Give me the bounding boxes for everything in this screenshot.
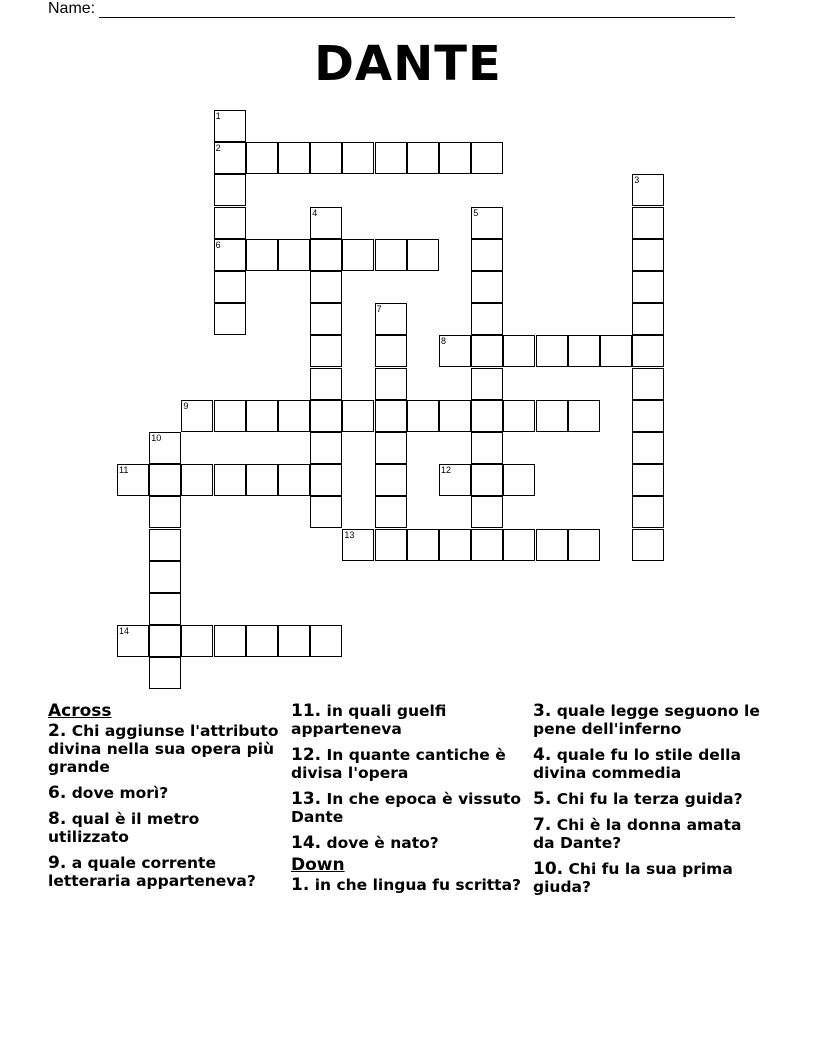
- clue-down-7: 7. Chi è la donna amata da Dante?: [533, 815, 742, 852]
- page-title: DANTE: [314, 36, 502, 92]
- grid-cell[interactable]: [214, 207, 246, 239]
- grid-number: 2: [215, 143, 221, 154]
- grid-cell[interactable]: [375, 239, 407, 271]
- grid-number: 14: [119, 626, 130, 637]
- grid-cell[interactable]: [600, 335, 632, 367]
- grid-number: 1: [215, 111, 221, 121]
- grid-cell[interactable]: [181, 400, 213, 432]
- grid-cell[interactable]: [149, 464, 181, 496]
- grid-cell[interactable]: [375, 529, 407, 561]
- grid-cell[interactable]: [375, 464, 407, 496]
- grid-number: 7: [376, 304, 382, 315]
- grid-cell[interactable]: [471, 335, 503, 367]
- grid-cell[interactable]: [471, 303, 503, 335]
- grid-cell[interactable]: [632, 335, 664, 367]
- grid-cell[interactable]: [375, 400, 407, 432]
- grid-cell[interactable]: [214, 110, 246, 142]
- clue-across-2: 2. Chi aggiunse l'attributo divina nella sua opera più grande: [48, 721, 279, 776]
- grid-cell[interactable]: [375, 496, 407, 528]
- grid-number: 9: [183, 400, 189, 411]
- grid-number: 12: [441, 465, 452, 476]
- grid-cell[interactable]: [214, 303, 246, 335]
- clue-across-13: 13. In che epoca è vissuto Dante: [291, 789, 522, 826]
- clue-column-1: [48, 702, 283, 898]
- grid-cell[interactable]: [632, 239, 664, 271]
- clue-down-3: 3. quale legge seguono le pene dell'inferno: [533, 701, 760, 738]
- clue-down-5: 5. Chi fu la terza guida?: [533, 789, 743, 809]
- grid-cell[interactable]: [632, 496, 664, 528]
- grid-cell[interactable]: [632, 271, 664, 303]
- grid-cell[interactable]: [471, 400, 503, 432]
- grid-cell[interactable]: [149, 496, 181, 528]
- grid-cell[interactable]: [310, 368, 342, 400]
- grid-cell[interactable]: [375, 368, 407, 400]
- grid-cell[interactable]: [310, 207, 342, 239]
- grid-number: 13: [344, 529, 355, 540]
- grid-cell[interactable]: [149, 625, 181, 657]
- clue-across-11: 11. in quali guelfi apparteneva: [291, 701, 447, 738]
- grid-number: 11: [119, 465, 129, 476]
- grid-number: 5: [473, 207, 479, 218]
- grid-cell[interactable]: [471, 207, 503, 239]
- grid-cell[interactable]: [632, 529, 664, 561]
- grid-cell[interactable]: [375, 432, 407, 464]
- grid-cell[interactable]: [310, 432, 342, 464]
- grid-cell[interactable]: [471, 239, 503, 271]
- grid-cell[interactable]: [310, 496, 342, 528]
- grid-cell[interactable]: [439, 529, 471, 561]
- grid-cell[interactable]: [536, 400, 568, 432]
- grid-cell[interactable]: [310, 303, 342, 335]
- grid-cell[interactable]: [310, 625, 342, 657]
- grid-cell[interactable]: [181, 625, 213, 657]
- grid-cell[interactable]: [149, 529, 181, 561]
- clue-across-12: 12. In quante cantiche è divisa l'opera: [291, 745, 506, 782]
- grid-cell[interactable]: [310, 271, 342, 303]
- grid-cell[interactable]: [310, 335, 342, 367]
- grid-cell[interactable]: [278, 464, 310, 496]
- grid-cell[interactable]: [439, 335, 471, 367]
- grid-cell[interactable]: [181, 464, 213, 496]
- grid-number: 8: [441, 336, 447, 347]
- grid-cell[interactable]: [342, 529, 374, 561]
- clue-across-8: 8. qual è il metro utilizzato: [48, 809, 200, 846]
- grid-cell[interactable]: [375, 142, 407, 174]
- grid-cell[interactable]: [310, 142, 342, 174]
- grid-cell[interactable]: [407, 529, 439, 561]
- grid-number: 3: [634, 175, 640, 186]
- grid-cell[interactable]: [214, 625, 246, 657]
- grid-cell[interactable]: [503, 335, 535, 367]
- grid-cell[interactable]: [214, 464, 246, 496]
- grid-cell[interactable]: [407, 142, 439, 174]
- grid-cell[interactable]: [503, 400, 535, 432]
- grid-cell[interactable]: [246, 142, 278, 174]
- grid-cell[interactable]: [149, 657, 181, 689]
- clue-down-4: 4. quale fu lo stile della divina commedia: [533, 745, 741, 782]
- grid-cell[interactable]: [149, 593, 181, 625]
- clue-across-6: 6. dove morì?: [48, 783, 169, 803]
- grid-cell[interactable]: [471, 142, 503, 174]
- grid-cell[interactable]: [117, 625, 149, 657]
- grid-cell[interactable]: [214, 271, 246, 303]
- grid-cell[interactable]: [375, 335, 407, 367]
- grid-cell[interactable]: [278, 625, 310, 657]
- grid-cell[interactable]: [568, 400, 600, 432]
- grid-cell[interactable]: [536, 529, 568, 561]
- grid-cell[interactable]: [342, 142, 374, 174]
- clue-down-1: 1. in che lingua fu scritta?: [291, 875, 522, 895]
- grid-cell[interactable]: [278, 400, 310, 432]
- across-heading: Across: [48, 701, 112, 721]
- name-label: Name:: [48, 0, 96, 17]
- grid-cell[interactable]: [214, 142, 246, 174]
- grid-cell[interactable]: [568, 529, 600, 561]
- grid-cell[interactable]: [246, 625, 278, 657]
- grid-cell[interactable]: [471, 271, 503, 303]
- grid-cell[interactable]: [503, 464, 535, 496]
- clue-column-2: [291, 702, 526, 902]
- grid-cell[interactable]: [439, 400, 471, 432]
- grid-cell[interactable]: [278, 142, 310, 174]
- grid-cell[interactable]: [407, 239, 439, 271]
- grid-cell[interactable]: [632, 174, 664, 206]
- grid-number: 4: [312, 207, 318, 218]
- grid-cell[interactable]: [407, 400, 439, 432]
- grid-cell[interactable]: [149, 432, 181, 464]
- grid-cell[interactable]: [632, 207, 664, 239]
- grid-cell[interactable]: [471, 464, 503, 496]
- grid-cell[interactable]: [375, 303, 407, 335]
- grid-cell[interactable]: [278, 239, 310, 271]
- grid-cell[interactable]: [342, 400, 374, 432]
- grid-cell[interactable]: [310, 400, 342, 432]
- down-heading: Down: [291, 855, 345, 875]
- grid-number: 6: [215, 239, 221, 250]
- grid-cell[interactable]: [246, 400, 278, 432]
- grid-cell[interactable]: [536, 335, 568, 367]
- clue-down-10: 10. Chi fu la sua prima giuda?: [533, 859, 733, 896]
- grid-cell[interactable]: [214, 174, 246, 206]
- grid-cell[interactable]: [342, 239, 374, 271]
- grid-cell[interactable]: [503, 529, 535, 561]
- clue-across-14: 14. dove è nato?: [291, 833, 439, 853]
- grid-cell[interactable]: [246, 464, 278, 496]
- grid-cell[interactable]: [117, 464, 149, 496]
- grid-cell[interactable]: [471, 496, 503, 528]
- grid-cell[interactable]: [471, 368, 503, 400]
- grid-cell[interactable]: [471, 529, 503, 561]
- grid-cell[interactable]: [471, 432, 503, 464]
- grid-cell[interactable]: [632, 368, 664, 400]
- grid-cell[interactable]: [149, 561, 181, 593]
- grid-cell[interactable]: [439, 142, 471, 174]
- grid-cell[interactable]: [632, 400, 664, 432]
- grid-cell[interactable]: [246, 239, 278, 271]
- grid-cell[interactable]: [632, 464, 664, 496]
- grid-cell[interactable]: [310, 239, 342, 271]
- grid-cell[interactable]: [214, 400, 246, 432]
- grid-cell[interactable]: [632, 303, 664, 335]
- grid-cell[interactable]: [632, 432, 664, 464]
- grid-cell[interactable]: [439, 464, 471, 496]
- grid-cell[interactable]: [310, 464, 342, 496]
- grid-number: 10: [151, 433, 162, 443]
- clue-across-9: 9. a quale corrente letteraria apparteneva?: [48, 853, 256, 890]
- clue-column-3: [533, 702, 768, 904]
- grid-cell[interactable]: [568, 335, 600, 367]
- grid-cell[interactable]: [214, 239, 246, 271]
